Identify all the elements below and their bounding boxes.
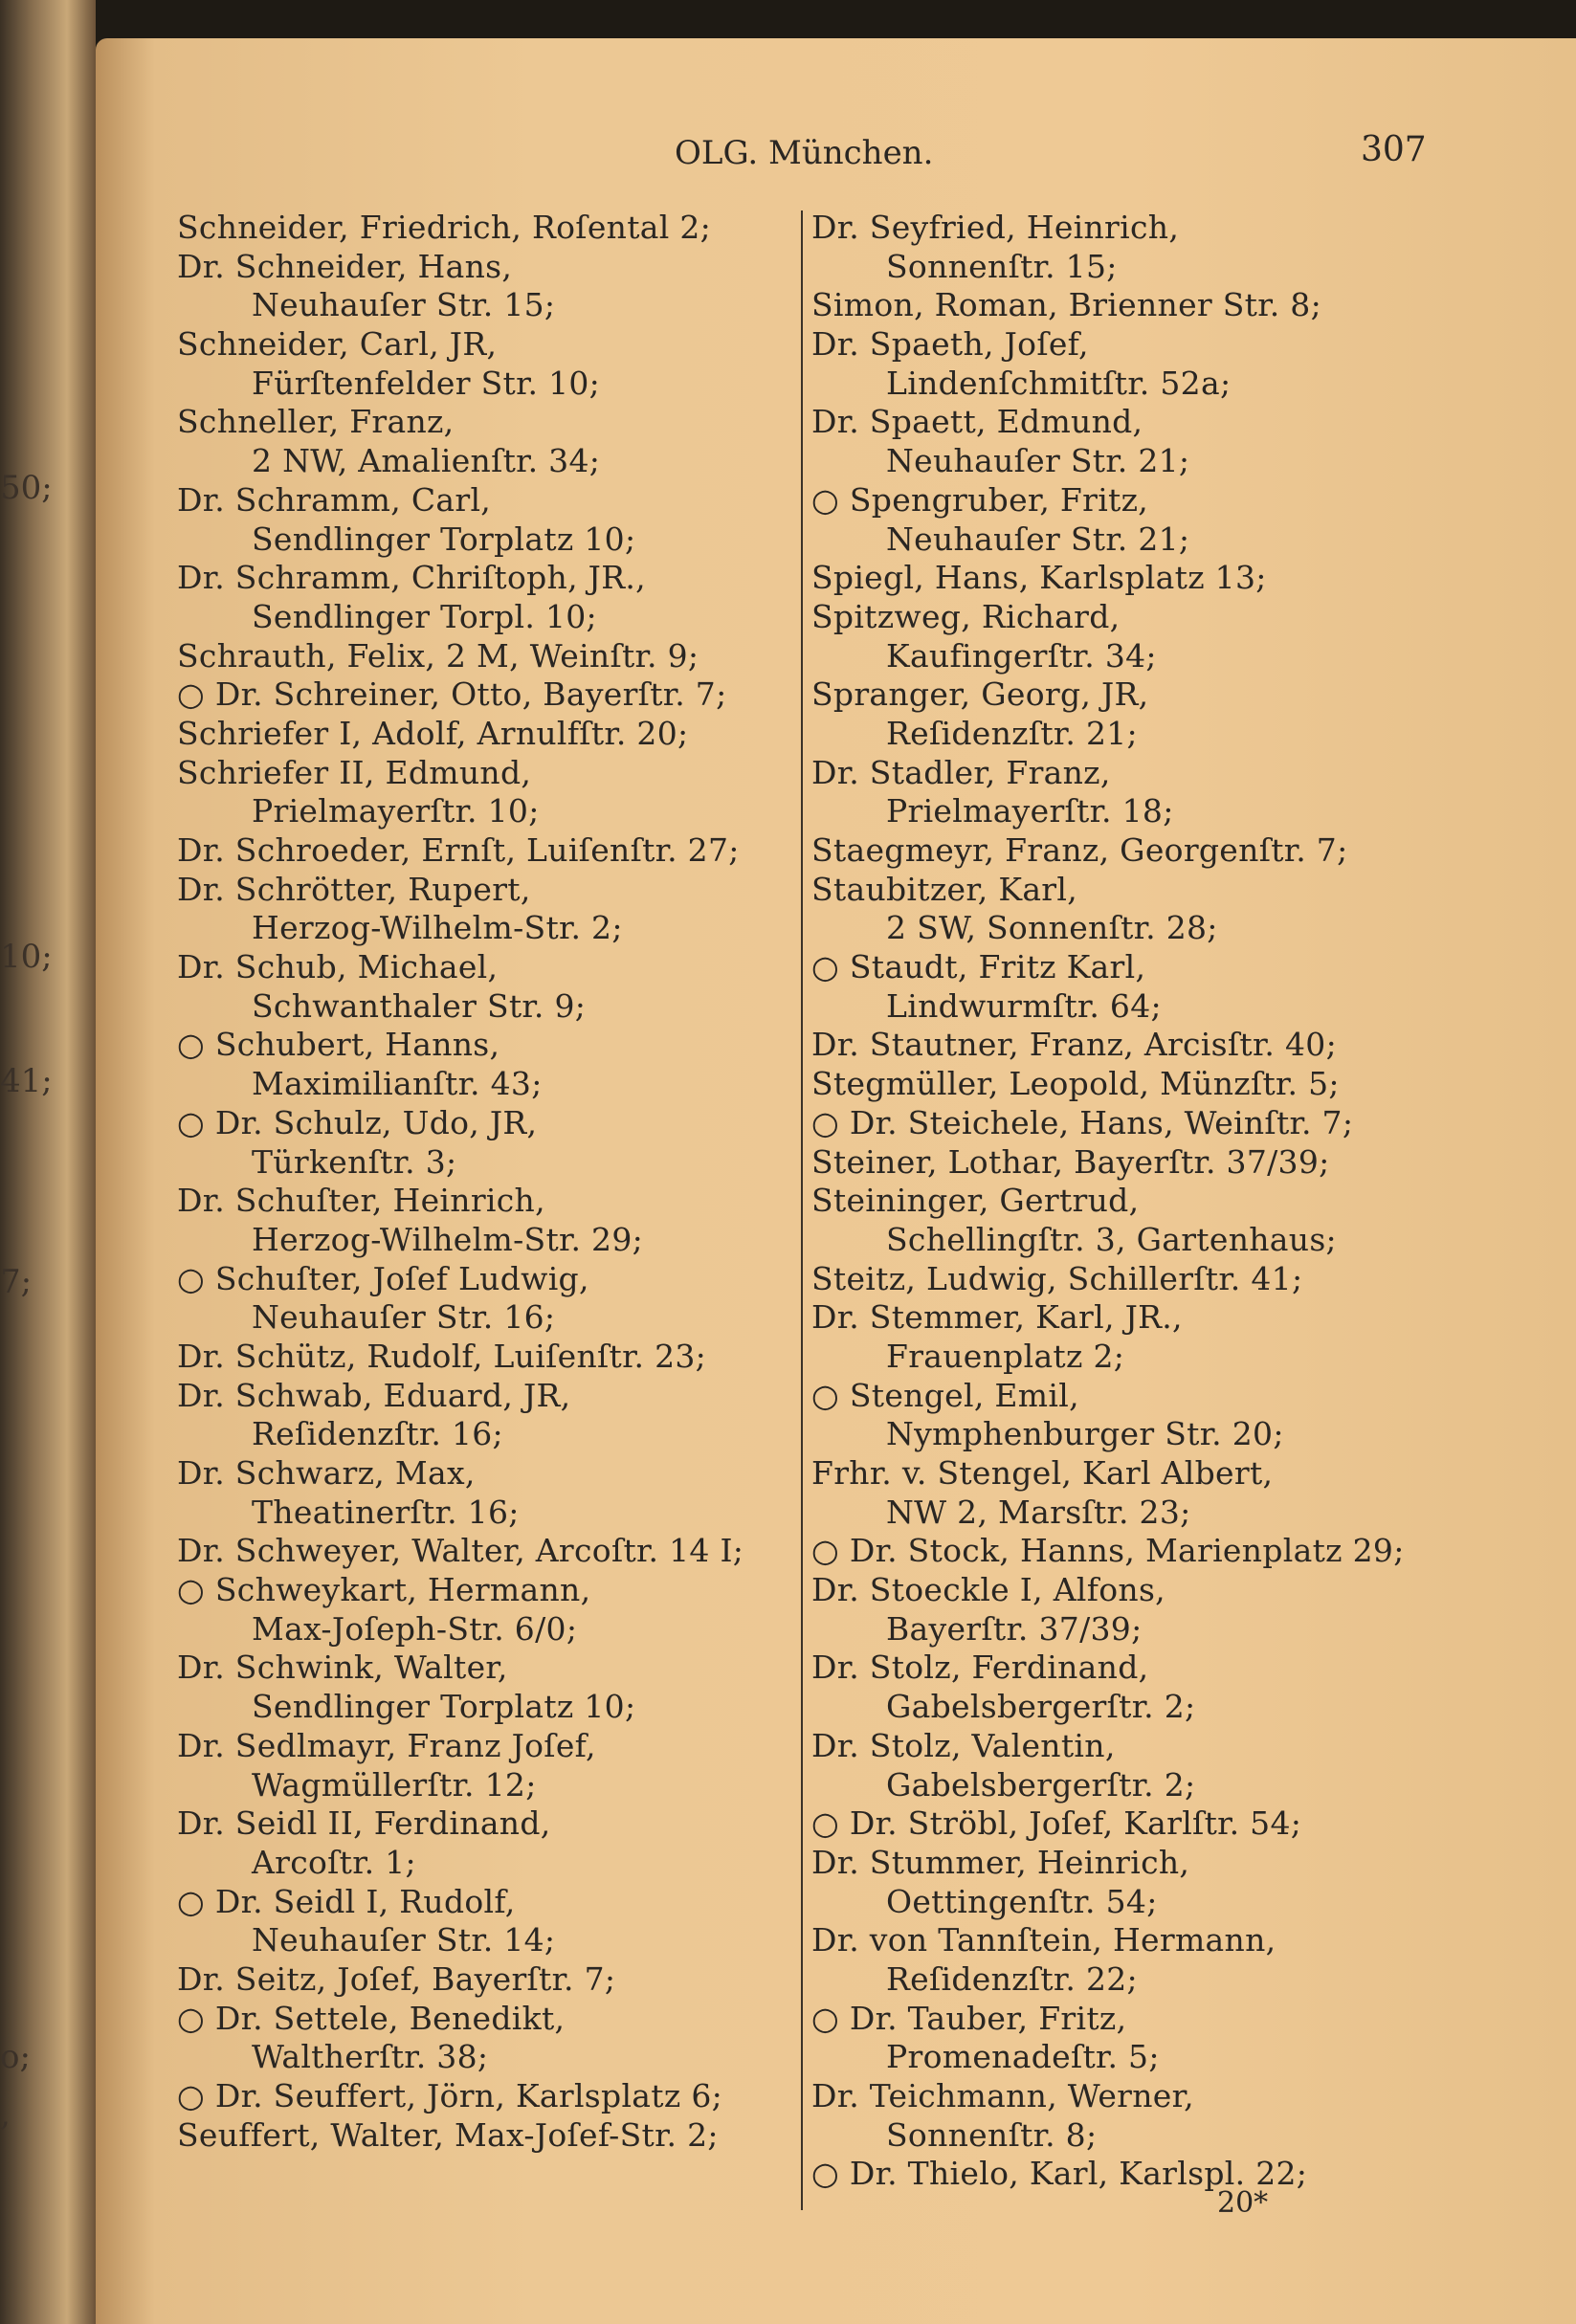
entry-name: Dr. Schuſter, Heinrich, [177, 1182, 545, 1220]
entry-address: Neuhauſer Str. 21; [886, 520, 1190, 558]
page-header [96, 130, 1576, 182]
entry-name: Dr. Schwarz, Max, [177, 1454, 476, 1492]
previous-page-fragment: 50; [0, 469, 53, 507]
entry-name: Dr. Stolz, Ferdinand, [811, 1649, 1149, 1687]
previous-page-fragment: o; [0, 2038, 31, 2076]
column-divider [801, 210, 803, 2210]
entry-name: ○ Schuſter, Joſef Ludwig, [177, 1259, 589, 1297]
entry-name: ○ Dr. Ströbl, Joſef, Karlſtr. 54; [811, 1804, 1302, 1843]
entry-name: Steiner, Lothar, Bayerſtr. 37/39; [811, 1142, 1330, 1181]
document-page [96, 38, 1576, 2324]
entry-name: ○ Dr. Thielo, Karl, Karlspl. 22; [811, 2155, 1308, 2193]
page-number: 307 [1361, 130, 1427, 169]
entry-address: Theatinerſtr. 16; [252, 1493, 520, 1531]
entry-name: Dr. Schroeder, Ernſt, Luiſenſtr. 27; [177, 831, 740, 869]
entry-address: NW 2, Marsſtr. 23; [886, 1493, 1191, 1531]
entry-name: ○ Dr. Settele, Benedikt, [177, 1999, 566, 2037]
entry-name: Schneider, Carl, JR, [177, 325, 498, 364]
entry-name: Dr. Stautner, Franz, Arcisſtr. 40; [811, 1026, 1338, 1064]
previous-page-edge [0, 0, 96, 2324]
entry-address: Reſidenzſtr. 16; [252, 1415, 503, 1453]
entry-name: Dr. Teichmann, Werner, [811, 2077, 1194, 2114]
entry-address: Gabelsbergerſtr. 2; [886, 1765, 1196, 1804]
entry-name: ○ Dr. Seidl I, Rudolf, [177, 1882, 516, 1920]
entry-address: Oettingenſtr. 54; [886, 1882, 1158, 1920]
entry-name: ○ Stengel, Emil, [811, 1376, 1079, 1414]
entry-address: Arcoſtr. 1; [252, 1843, 416, 1881]
entry-name: ○ Spengruber, Fritz, [811, 480, 1149, 519]
entry-name: Dr. Stemmer, Karl, JR., [811, 1298, 1183, 1337]
entry-address: Lindenſchmitſtr. 52a; [886, 364, 1232, 402]
entry-address: Sendlinger Torplatz 10; [252, 1688, 636, 1726]
entry-name: ○ Dr. Stock, Hanns, Marienplatz 29; [811, 1532, 1405, 1570]
entry-name: Dr. Schwink, Walter, [177, 1649, 508, 1687]
entry-name: Dr. Seidl II, Ferdinand, [177, 1804, 551, 1843]
entry-name: Seuffert, Walter, Max-Joſef-Str. 2; [177, 2115, 719, 2154]
previous-page-fragment: 10; [0, 938, 53, 976]
entry-address: Reſidenzſtr. 21; [886, 714, 1138, 752]
entry-name: Dr. Stoeckle I, Alfons, [811, 1571, 1165, 1609]
entry-name: Schriefer I, Adolf, Arnulfſtr. 20; [177, 714, 689, 752]
right-column [811, 209, 1539, 2194]
entry-name: ○ Dr. Schreiner, Otto, Bayerſtr. 7; [177, 675, 727, 714]
entry-name: Dr. Spaett, Edmund, [811, 403, 1143, 441]
entry-name: ○ Schweykart, Hermann, [177, 1571, 591, 1609]
entry-name: Stegmüller, Leopold, Münzſtr. 5; [811, 1065, 1340, 1103]
entry-address: 2 NW, Amalienſtr. 34; [252, 442, 601, 480]
entry-address: Kaufingerſtr. 34; [886, 636, 1157, 675]
entry-name: Dr. Seitz, Joſef, Bayerſtr. 7; [177, 1959, 616, 1998]
entry-address: Herzog-Wilhelm-Str. 2; [252, 909, 623, 947]
entry-name: Dr. von Tannſtein, Hermann, [811, 1921, 1276, 1959]
entry-address: Gabelsbergerſtr. 2; [886, 1688, 1196, 1726]
entry-name: Spiegl, Hans, Karlsplatz 13; [811, 559, 1267, 597]
entry-name: Staegmeyr, Franz, Georgenſtr. 7; [811, 831, 1348, 869]
entry-address: Max-Joſeph-Str. 6/0; [252, 1609, 578, 1648]
entry-name: Dr. Schütz, Rudolf, Luiſenſtr. 23; [177, 1337, 707, 1375]
left-column [177, 209, 789, 2155]
entry-name: ○ Dr. Schulz, Udo, JR, [177, 1103, 538, 1141]
entry-name: Dr. Stadler, Franz, [811, 753, 1111, 791]
entry-address: Türkenſtr. 3; [252, 1142, 457, 1181]
entry-address: Sendlinger Torpl. 10; [252, 597, 597, 635]
entry-address: Waltherſtr. 38; [252, 2038, 489, 2076]
entry-name: Dr. Schub, Michael, [177, 948, 499, 986]
entry-address: Wagmüllerſtr. 12; [252, 1765, 537, 1804]
entry-name: ○ Schubert, Hanns, [177, 1026, 500, 1064]
previous-page-fragment: , [0, 2095, 11, 2134]
entry-name: Dr. Spaeth, Joſef, [811, 325, 1089, 364]
previous-page-fragment: 7; [0, 1263, 33, 1301]
entry-address: Bayerſtr. 37/39; [886, 1609, 1143, 1648]
entry-address: Sonnenſtr. 15; [886, 247, 1118, 285]
entry-address: Frauenplatz 2; [886, 1337, 1125, 1375]
entry-name: Steininger, Gertrud, [811, 1182, 1140, 1220]
entry-name: Simon, Roman, Brienner Str. 8; [811, 286, 1321, 324]
entry-name: Dr. Schrötter, Rupert, [177, 870, 531, 908]
entry-address: Promenadeſtr. 5; [886, 2038, 1160, 2076]
entry-name: Dr. Schwab, Eduard, JR, [177, 1376, 571, 1414]
entry-name: Dr. Seyfried, Heinrich, [811, 209, 1180, 246]
entry-name: Dr. Schramm, Carl, [177, 480, 492, 519]
entry-address: Neuhauſer Str. 15; [252, 286, 556, 324]
entry-name: Dr. Stummer, Heinrich, [811, 1843, 1190, 1881]
entry-name: Dr. Stolz, Valentin, [811, 1726, 1116, 1764]
entry-address: Neuhauſer Str. 16; [252, 1298, 556, 1337]
entry-name: Schneider, Friedrich, Roſental 2; [177, 209, 712, 246]
entry-name: Schneller, Franz, [177, 403, 455, 441]
entry-address: Fürſtenfelder Str. 10; [252, 364, 601, 402]
entry-name: ○ Staudt, Fritz Karl, [811, 948, 1146, 986]
entry-address: Lindwurmſtr. 64; [886, 986, 1162, 1025]
previous-page-fragment: 41; [0, 1062, 53, 1100]
entry-address: Schwanthaler Str. 9; [252, 986, 587, 1025]
entry-address: Prielmayerſtr. 18; [886, 792, 1174, 830]
entry-name: Dr. Schneider, Hans, [177, 247, 513, 285]
entry-address: Herzog-Wilhelm-Str. 29; [252, 1220, 644, 1258]
entry-name: Schriefer II, Edmund, [177, 753, 532, 791]
entry-name: Spranger, Georg, JR, [811, 675, 1149, 714]
entry-address: Maximilianſtr. 43; [252, 1065, 543, 1103]
entry-name: Dr. Sedlmayr, Franz Joſef, [177, 1726, 596, 1764]
entry-name: ○ Dr. Steichele, Hans, Weinſtr. 7; [811, 1103, 1354, 1141]
entry-name: Frhr. v. Stengel, Karl Albert, [811, 1454, 1274, 1492]
entry-address: Neuhauſer Str. 14; [252, 1921, 556, 1959]
entry-address: Sendlinger Torplatz 10; [252, 520, 636, 558]
entry-name: ○ Dr. Seuffert, Jörn, Karlsplatz 6; [177, 2077, 723, 2114]
entry-name: Staubitzer, Karl, [811, 870, 1078, 908]
entry-name: Dr. Schramm, Chriſtoph, JR., [177, 559, 646, 597]
entry-name: Steitz, Ludwig, Schillerſtr. 41; [811, 1259, 1303, 1297]
entry-address: Sonnenſtr. 8; [886, 2115, 1098, 2154]
entry-address: Nymphenburger Str. 20; [886, 1415, 1284, 1453]
entry-name: Spitzweg, Richard, [811, 597, 1121, 635]
entry-address: Neuhauſer Str. 21; [886, 442, 1190, 480]
entry-address: Schellingſtr. 3, Gartenhaus; [886, 1220, 1337, 1258]
entry-address: Prielmayerſtr. 10; [252, 792, 540, 830]
entry-name: Dr. Schweyer, Walter, Arcoſtr. 14 I; [177, 1532, 744, 1570]
running-title: OLG. München. [675, 134, 934, 172]
entry-name: Schrauth, Felix, 2 M, Weinſtr. 9; [177, 636, 699, 675]
entry-address: 2 SW, Sonnenſtr. 28; [886, 909, 1218, 947]
entry-name: ○ Dr. Tauber, Fritz, [811, 1999, 1127, 2037]
entry-address: Reſidenzſtr. 22; [886, 1959, 1138, 1998]
printer-signature: 20* [1217, 2186, 1269, 2220]
